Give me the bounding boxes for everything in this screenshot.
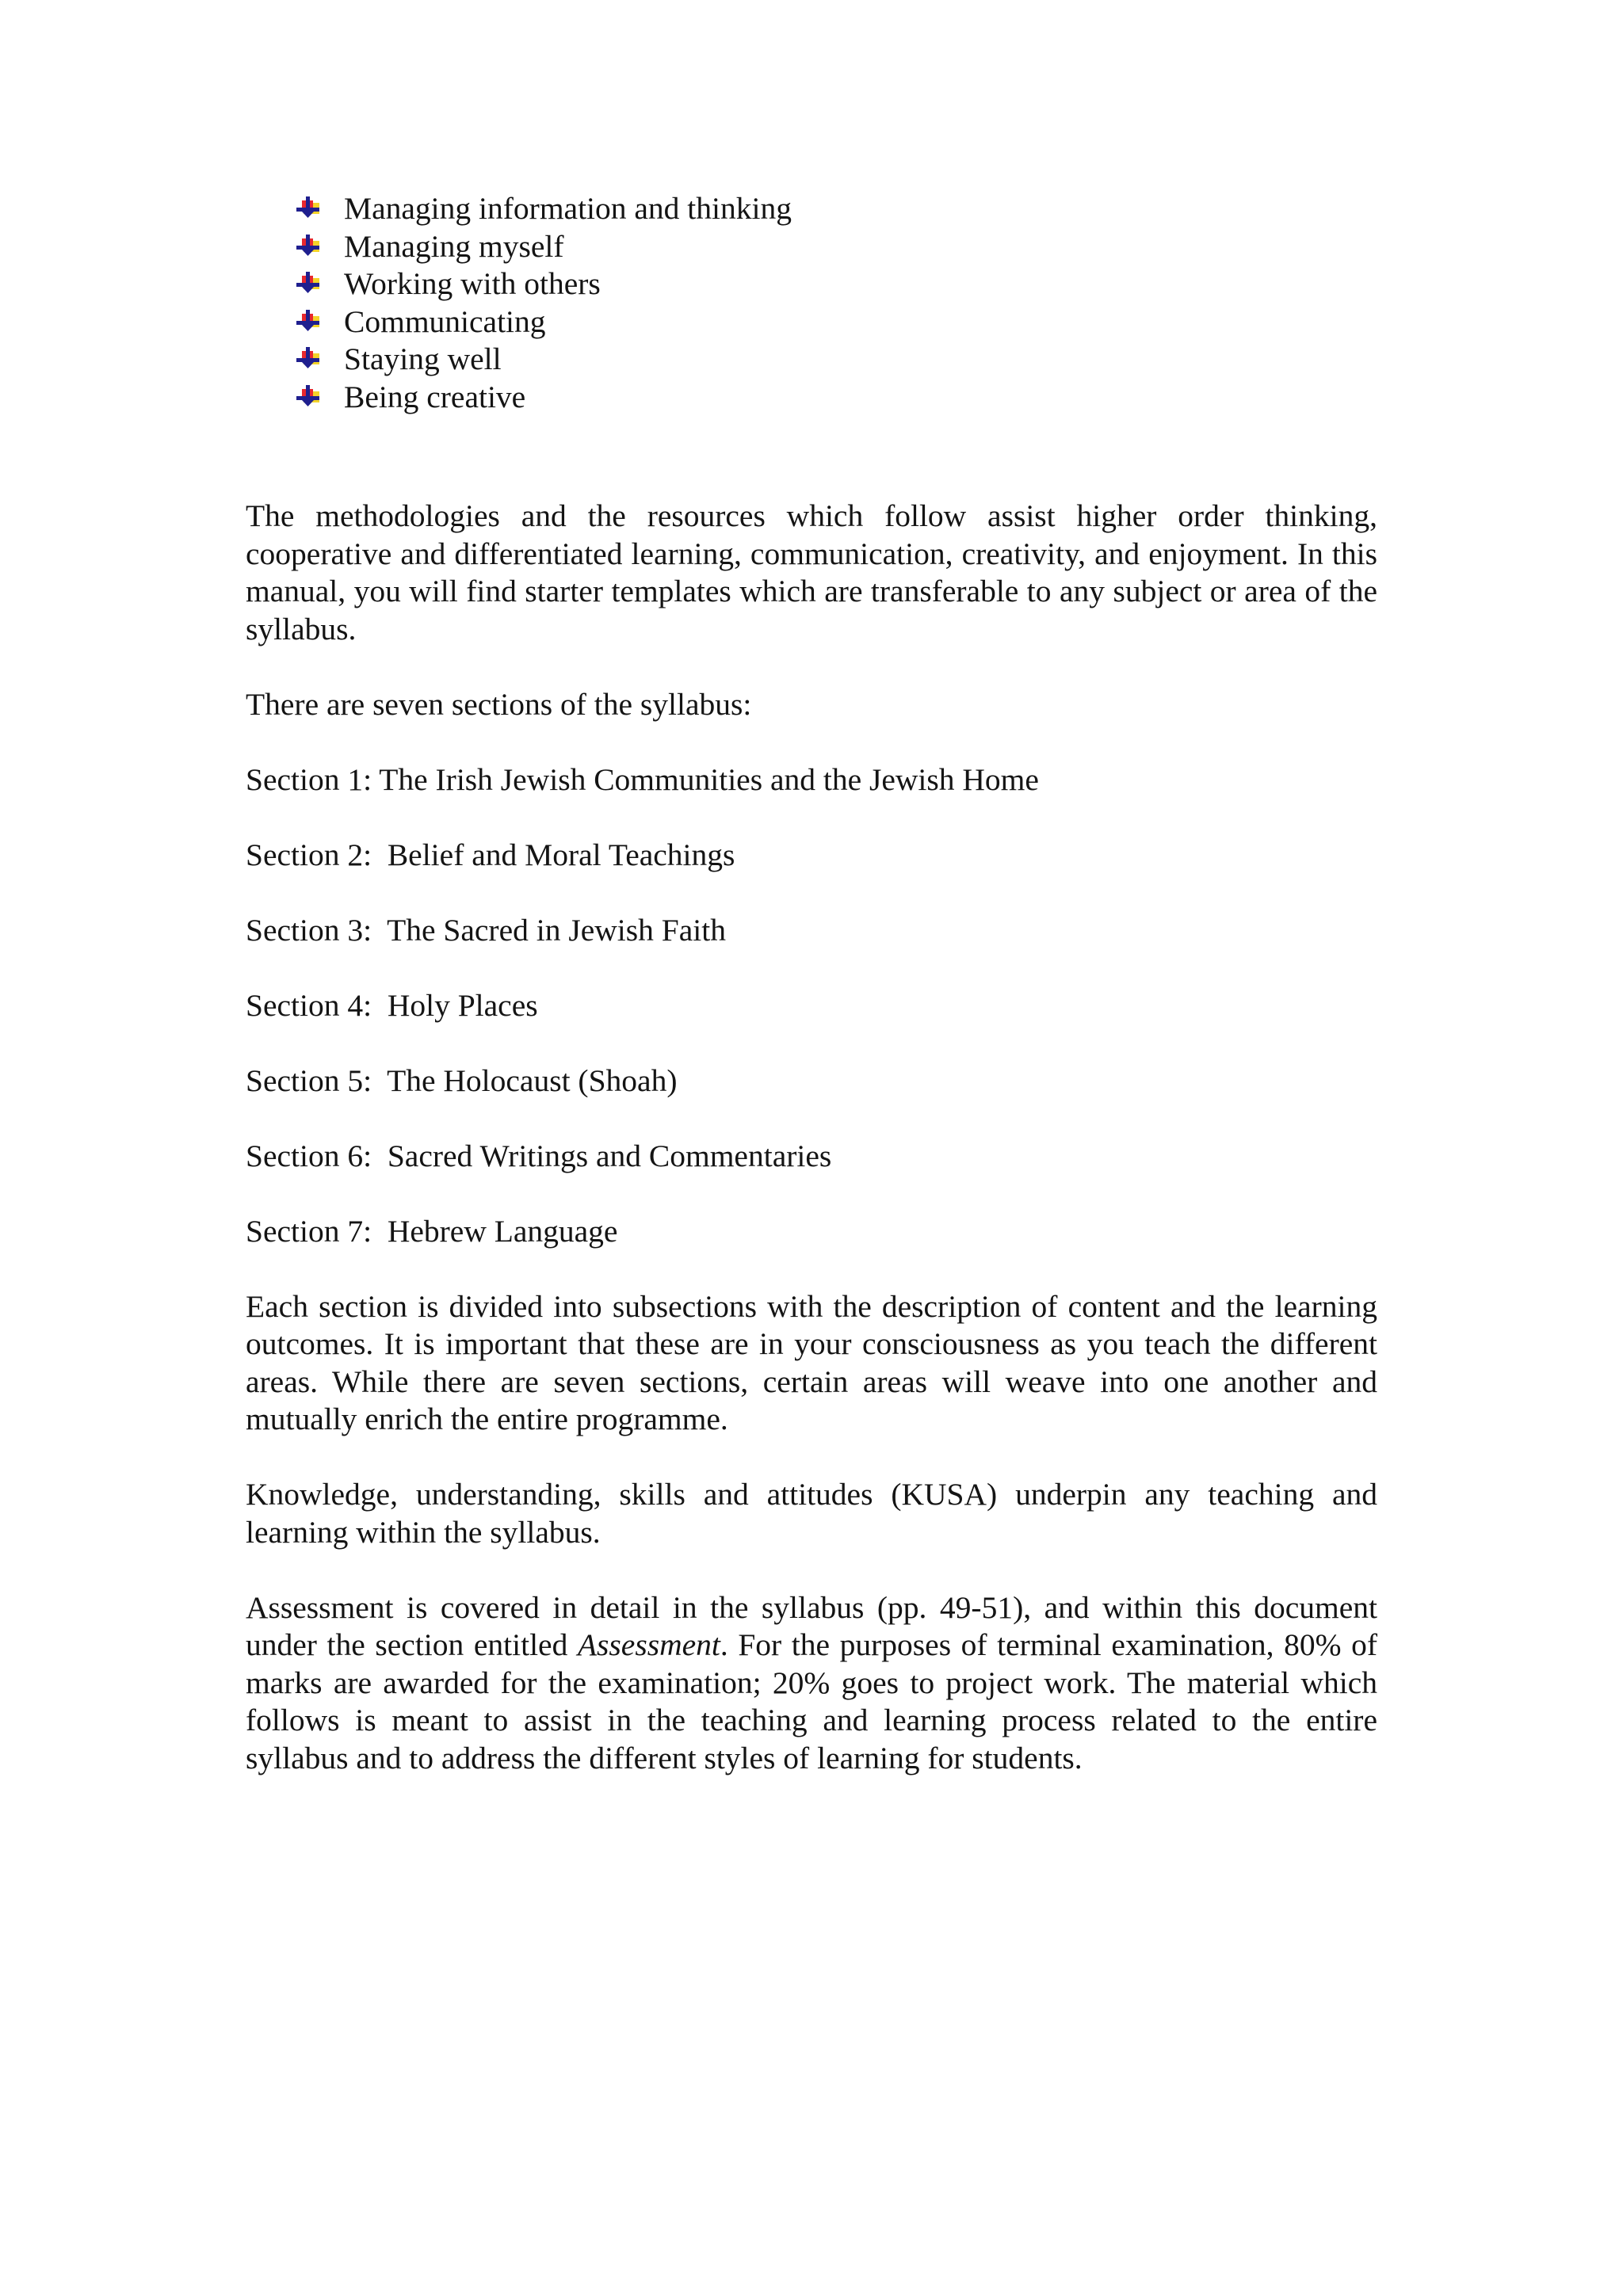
document-page [246,190,1377,1777]
assessment-paragraph [246,1589,1377,1778]
arrow-down-bullet-icon [295,235,322,258]
section-1-line: Section 1: The Irish Jewish Communities and the Jewish Home [246,761,1039,797]
section-4-line: Section 4: Holy Places [246,987,538,1023]
list-item-text: Managing information and thinking [344,191,792,226]
list-item-text: Being creative [344,379,526,414]
each-section-paragraph: Each section is divided into subsections with the description of content and the learning outcomes. It is important that these are in your consciousness as you teach the different areas. While there are seven sections, certain areas will weave into one another and mutually enrich the entire programme. [246,1288,1377,1436]
arrow-down-bullet-icon [295,272,322,296]
list-item [295,303,1377,341]
arrow-down-bullet-icon [295,347,322,371]
section-2-line: Section 2: Belief and Moral Teachings [246,837,735,872]
assessment-text-after: . For the purposes of terminal examination, 80% of marks are awarded for the examination; 20% goes to project work. The material which follows is meant to assist in the teaching and learning process related to the entire syllabus and to address the different styles of learning for students. [246,1627,1377,1775]
methodologies-paragraph: The methodologies and the resources which follow assist higher order thinking, cooperative and differentiated learning, communication, creativity, and enjoyment. In this manual, you will find starter templates which are transferable to any subject or area of the syllabus. [246,498,1377,646]
skills-bullet-list [246,190,1377,416]
section-6-line: Section 6: Sacred Writings and Commentaries [246,1138,832,1173]
section-7-line: Section 7: Hebrew Language [246,1213,618,1249]
kusa-paragraph: Knowledge, understanding, skills and attitudes (KUSA) underpin any teaching and learning within the syllabus. [246,1477,1377,1550]
list-item [295,379,1377,417]
list-item [295,341,1377,379]
list-item [295,190,1377,228]
seven-sections-intro: There are seven sections of the syllabus: [246,686,752,722]
list-item-text: Communicating [344,303,546,339]
list-item-text: Staying well [344,341,502,376]
section-5-line: Section 5: The Holocaust (Shoah) [246,1062,678,1098]
section-3-line: Section 3: The Sacred in Jewish Faith [246,912,726,948]
list-item [295,228,1377,266]
list-item-text: Managing myself [344,228,564,264]
assessment-italic-term: Assessment [577,1627,720,1662]
assessment-text-before: Assessment is covered in detail in the syllabus (pp. 49-51), and within this document under the section entitled [246,1589,1377,1662]
arrow-down-bullet-icon [295,310,322,334]
list-item-text: Working with others [344,266,601,301]
arrow-down-bullet-icon [295,385,322,409]
arrow-down-bullet-icon [295,196,322,220]
list-item [295,265,1377,303]
